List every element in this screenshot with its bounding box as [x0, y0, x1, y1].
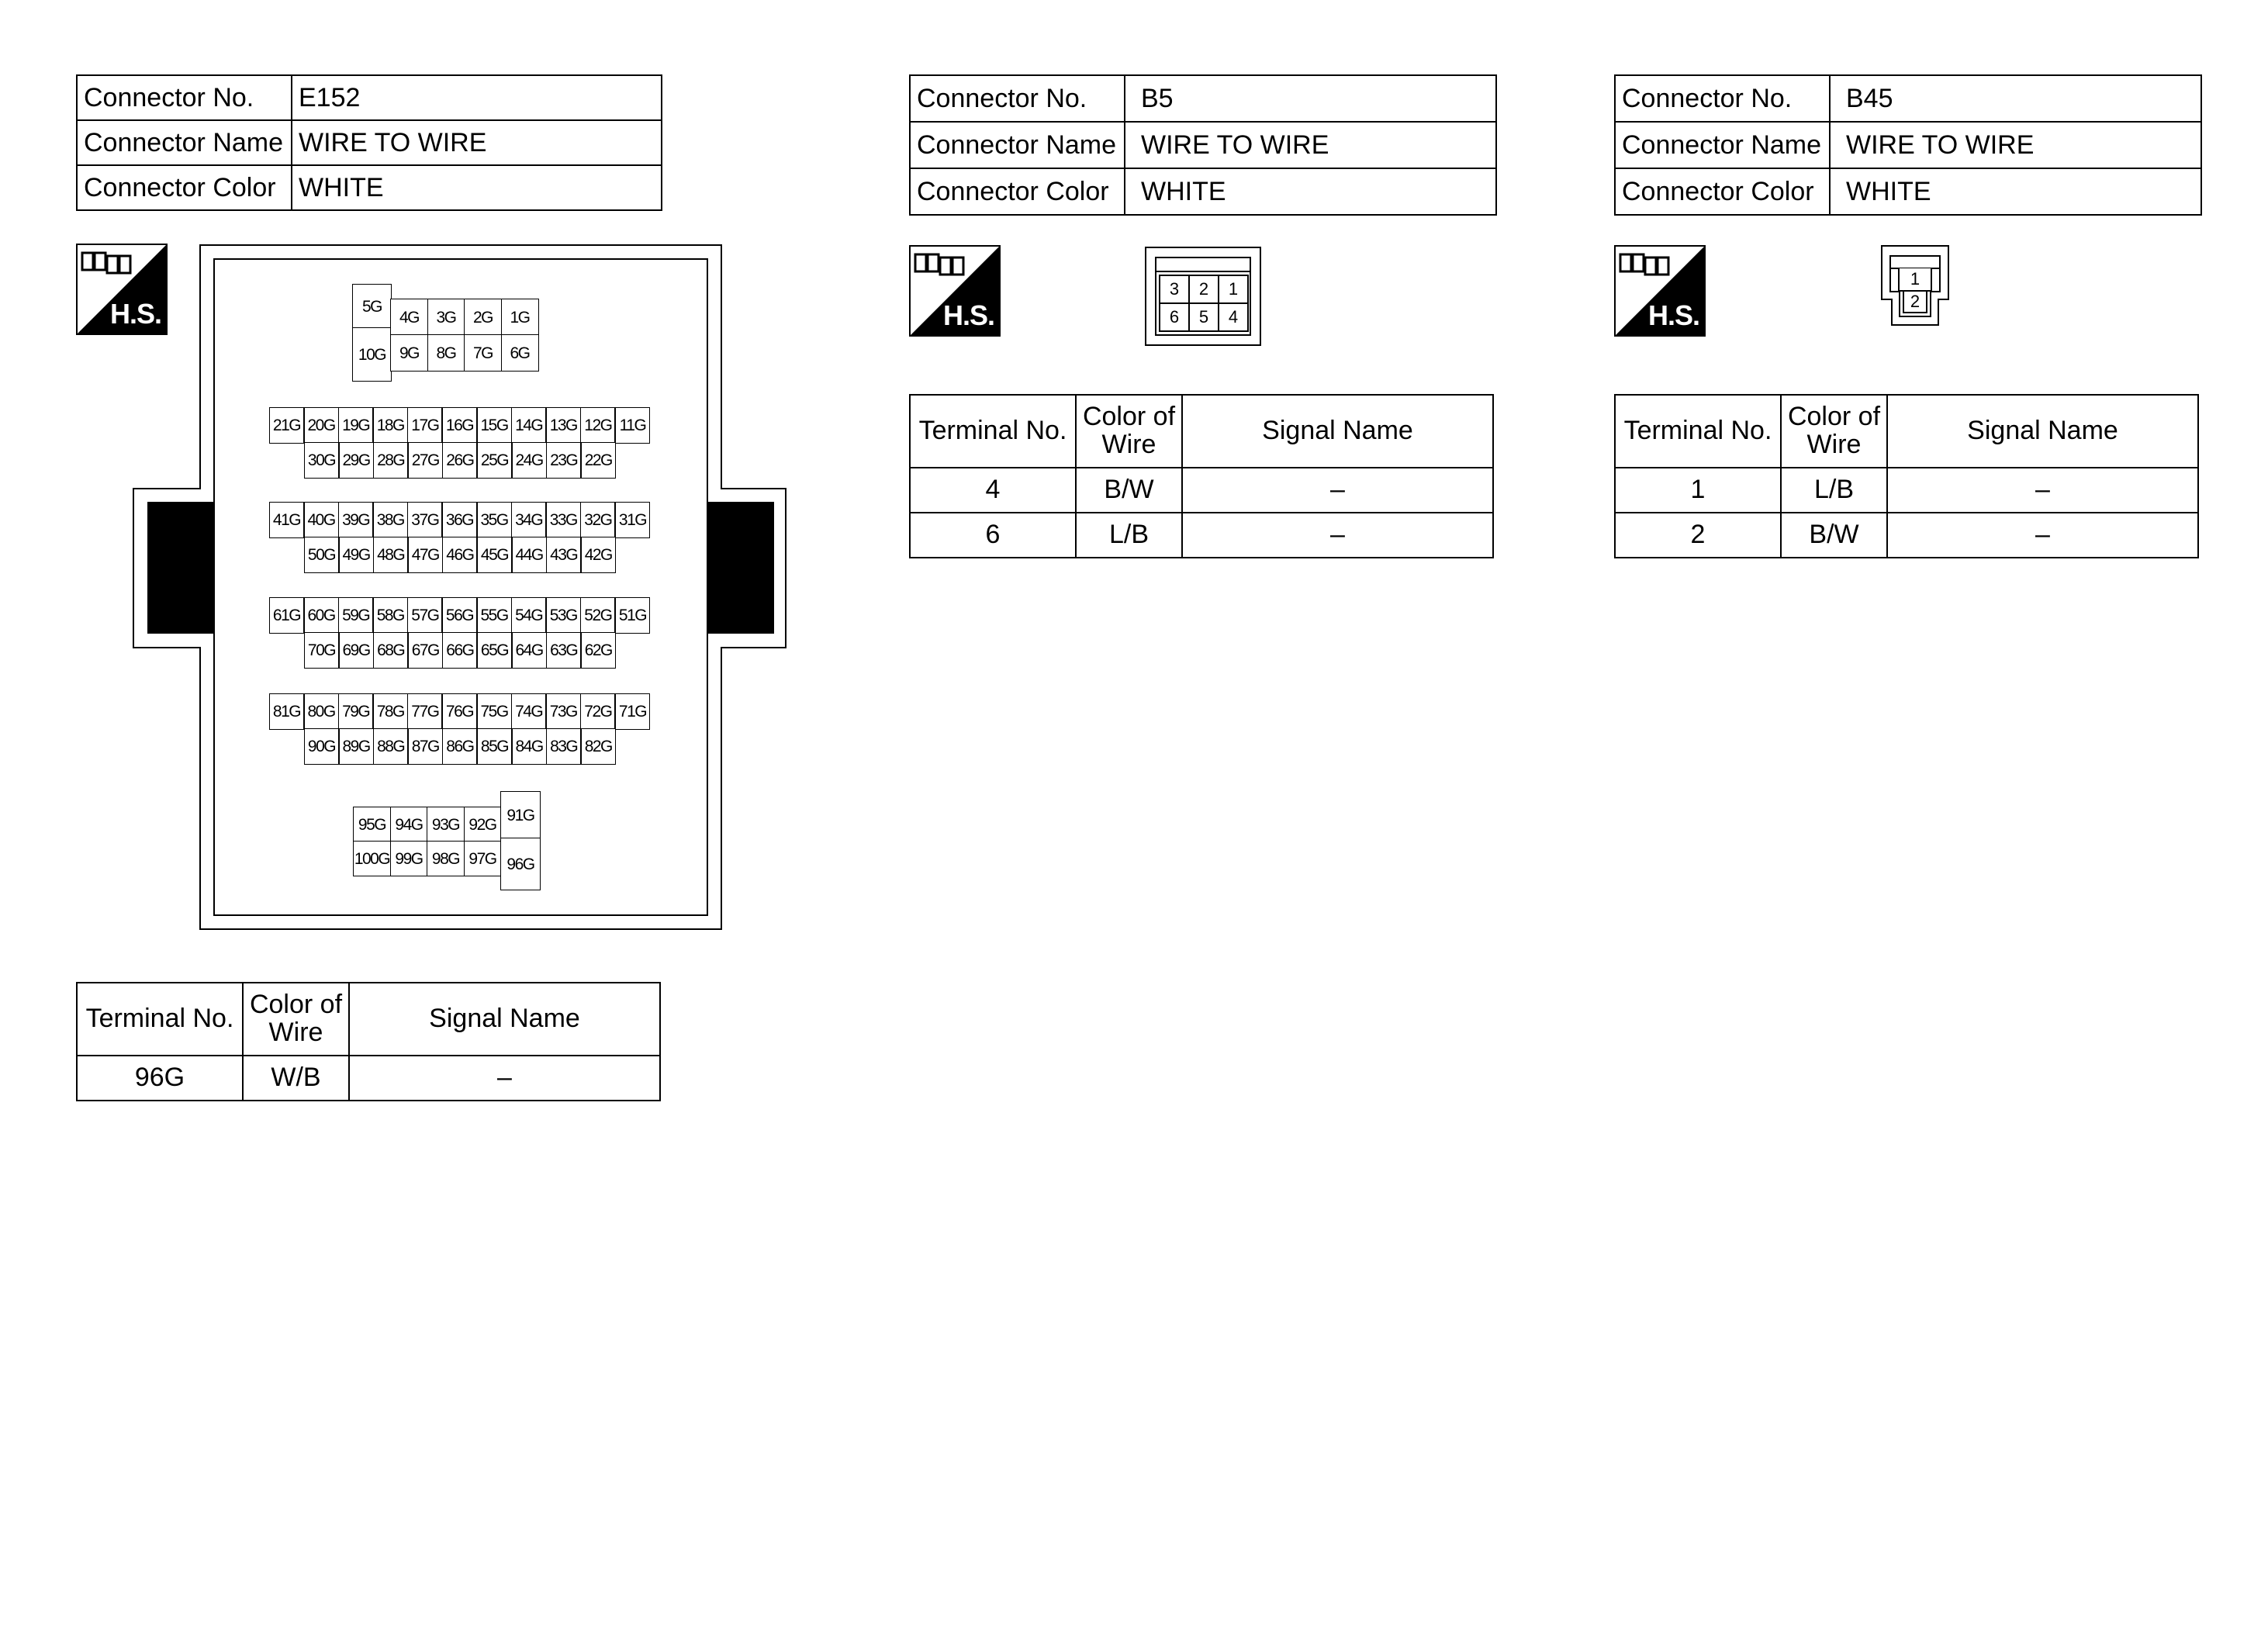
- connector-name-value: WIRE TO WIRE: [1125, 122, 1496, 168]
- connector-name-label: Connector Name: [910, 122, 1125, 168]
- terminal-22g: 22G: [581, 442, 616, 479]
- header-terminal-no: Terminal No.: [1615, 395, 1781, 468]
- terminal-90g: 90G: [304, 728, 339, 765]
- wire-color-cell: B/W: [1781, 513, 1887, 558]
- connector-color-value: WHITE: [1830, 168, 2201, 215]
- wire-color-cell: B/W: [1076, 468, 1182, 513]
- terminal-99g: 99G: [390, 841, 428, 876]
- connector-no-label: Connector No.: [77, 75, 292, 120]
- terminal-no-cell: 6: [910, 513, 1076, 558]
- terminal-6g: 6G: [501, 334, 539, 372]
- harness-side-icon: [1614, 245, 1706, 337]
- pin-1: 1: [1218, 275, 1249, 304]
- pin-4: 4: [1218, 302, 1249, 332]
- terminal-77g: 77G: [407, 693, 442, 730]
- terminal-35g: 35G: [477, 502, 512, 538]
- connector-color-value: WHITE: [292, 165, 662, 210]
- connector-name-row: [1615, 122, 2201, 168]
- terminal-53g: 53G: [546, 597, 581, 634]
- terminal-42g: 42G: [581, 537, 616, 573]
- terminal-81g: 81G: [269, 693, 304, 730]
- signal-name-cell: –: [1887, 468, 2198, 513]
- terminal-98g: 98G: [427, 841, 465, 876]
- terminal-51g: 51G: [615, 597, 650, 634]
- terminal-30g: 30G: [304, 442, 339, 479]
- terminal-87g: 87G: [408, 728, 443, 765]
- terminal-82g: 82G: [581, 728, 616, 765]
- terminal-39g: 39G: [338, 502, 373, 538]
- terminal-73g: 73G: [546, 693, 581, 730]
- terminal-34g: 34G: [511, 502, 546, 538]
- terminal-36g: 36G: [442, 502, 477, 538]
- terminal-60g: 60G: [304, 597, 339, 634]
- terminal-18g: 18G: [373, 407, 408, 444]
- terminal-14g: 14G: [511, 407, 546, 444]
- connector-name-value: WIRE TO WIRE: [1830, 122, 2201, 168]
- terminal-70g: 70G: [304, 632, 339, 669]
- terminal-88g: 88G: [373, 728, 408, 765]
- header-color-of-wire: Color of Wire: [243, 983, 349, 1056]
- pin-1: 1: [1898, 268, 1932, 292]
- terminal-32g: 32G: [580, 502, 615, 538]
- terminal-table-e152: [76, 982, 661, 1101]
- terminal-69g: 69G: [339, 632, 374, 669]
- terminal-16g: 16G: [442, 407, 477, 444]
- wire-color-cell: W/B: [243, 1056, 349, 1101]
- pin-6: 6: [1159, 302, 1190, 332]
- terminal-40g: 40G: [304, 502, 339, 538]
- pin-5: 5: [1188, 302, 1219, 332]
- terminal-5g: 5G: [352, 284, 392, 329]
- connector-color-label: Connector Color: [77, 165, 292, 210]
- header-color-of-wire: Color of Wire: [1781, 395, 1887, 468]
- terminal-57g: 57G: [407, 597, 442, 634]
- terminal-89g: 89G: [339, 728, 374, 765]
- table-row: [77, 1056, 660, 1101]
- terminal-92g: 92G: [464, 807, 502, 842]
- connector-color-row: [1615, 168, 2201, 215]
- harness-side-label: H.S.: [109, 298, 161, 330]
- terminal-24g: 24G: [512, 442, 547, 479]
- header-signal-name: Signal Name: [349, 983, 660, 1056]
- terminal-71g: 71G: [615, 693, 650, 730]
- terminal-31g: 31G: [615, 502, 650, 538]
- terminal-1g: 1G: [501, 299, 539, 336]
- terminal-17g: 17G: [407, 407, 442, 444]
- wire-color-cell: L/B: [1076, 513, 1182, 558]
- terminal-55g: 55G: [477, 597, 512, 634]
- terminal-63g: 63G: [546, 632, 581, 669]
- terminal-96g: 96G: [500, 838, 541, 890]
- terminal-15g: 15G: [477, 407, 512, 444]
- terminal-23g: 23G: [546, 442, 581, 479]
- table-row: [1615, 468, 2198, 513]
- connector-face-b5: [1145, 247, 1261, 346]
- pin-2: 2: [1903, 290, 1927, 313]
- terminal-54g: 54G: [511, 597, 546, 634]
- terminal-86g: 86G: [442, 728, 477, 765]
- terminal-72g: 72G: [580, 693, 615, 730]
- terminal-no-cell: 4: [910, 468, 1076, 513]
- terminal-9g: 9G: [390, 334, 428, 372]
- terminal-27g: 27G: [408, 442, 443, 479]
- terminal-26g: 26G: [442, 442, 477, 479]
- terminal-table-header: [910, 395, 1493, 468]
- terminal-56g: 56G: [442, 597, 477, 634]
- terminal-75g: 75G: [477, 693, 512, 730]
- terminal-table-b5: [909, 394, 1494, 558]
- harness-side-label: H.S.: [1647, 299, 1699, 331]
- terminal-no-cell: 2: [1615, 513, 1781, 558]
- terminal-78g: 78G: [373, 693, 408, 730]
- terminal-100g: 100G: [353, 841, 391, 876]
- connector-info-table-b45: [1614, 74, 2202, 216]
- pin-2: 2: [1188, 275, 1219, 304]
- terminal-46g: 46G: [442, 537, 477, 573]
- terminal-3g: 3G: [427, 299, 465, 336]
- harness-side-label: H.S.: [942, 299, 994, 331]
- connector-name-row: [910, 122, 1496, 168]
- terminal-79g: 79G: [338, 693, 373, 730]
- terminal-80g: 80G: [304, 693, 339, 730]
- terminal-50g: 50G: [304, 537, 339, 573]
- connector-no-label: Connector No.: [1615, 75, 1830, 122]
- terminal-37g: 37G: [407, 502, 442, 538]
- terminal-97g: 97G: [464, 841, 502, 876]
- terminal-83g: 83G: [546, 728, 581, 765]
- terminal-no-cell: 96G: [77, 1056, 243, 1101]
- terminal-table-b45: [1614, 394, 2199, 558]
- connector-no-value: B5: [1125, 75, 1496, 122]
- header-signal-name: Signal Name: [1182, 395, 1493, 468]
- terminal-table-header: [1615, 395, 2198, 468]
- table-row: [910, 468, 1493, 513]
- terminal-84g: 84G: [512, 728, 547, 765]
- wire-color-cell: L/B: [1781, 468, 1887, 513]
- terminal-table-header: [77, 983, 660, 1056]
- terminal-12g: 12G: [580, 407, 615, 444]
- terminal-67g: 67G: [408, 632, 443, 669]
- terminal-76g: 76G: [442, 693, 477, 730]
- terminal-95g: 95G: [353, 807, 391, 842]
- harness-side-icon: [909, 245, 1001, 337]
- terminal-20g: 20G: [304, 407, 339, 444]
- connector-color-label: Connector Color: [1615, 168, 1830, 215]
- terminal-65g: 65G: [477, 632, 512, 669]
- terminal-85g: 85G: [477, 728, 512, 765]
- terminal-38g: 38G: [373, 502, 408, 538]
- connector-name-label: Connector Name: [77, 120, 292, 165]
- terminal-49g: 49G: [339, 537, 374, 573]
- terminal-94g: 94G: [390, 807, 428, 842]
- terminal-33g: 33G: [546, 502, 581, 538]
- terminal-28g: 28G: [373, 442, 408, 479]
- signal-name-cell: –: [1887, 513, 2198, 558]
- terminal-93g: 93G: [427, 807, 465, 842]
- connector-no-label: Connector No.: [910, 75, 1125, 122]
- terminal-59g: 59G: [338, 597, 373, 634]
- terminal-29g: 29G: [339, 442, 374, 479]
- header-color-of-wire: Color of Wire: [1076, 395, 1182, 468]
- terminal-43g: 43G: [546, 537, 581, 573]
- terminal-41g: 41G: [269, 502, 304, 538]
- terminal-47g: 47G: [408, 537, 443, 573]
- terminal-4g: 4G: [390, 299, 428, 336]
- terminal-68g: 68G: [373, 632, 408, 669]
- terminal-10g: 10G: [352, 327, 392, 382]
- table-row: [1615, 513, 2198, 558]
- connector-color-label: Connector Color: [910, 168, 1125, 215]
- terminal-62g: 62G: [581, 632, 616, 669]
- terminal-25g: 25G: [477, 442, 512, 479]
- signal-name-cell: –: [349, 1056, 660, 1101]
- table-row: [910, 513, 1493, 558]
- connector-no-value: B45: [1830, 75, 2201, 122]
- terminal-44g: 44G: [512, 537, 547, 573]
- terminal-21g: 21G: [269, 407, 304, 444]
- terminal-66g: 66G: [442, 632, 477, 669]
- terminal-52g: 52G: [580, 597, 615, 634]
- connector-no-row: [910, 75, 1496, 122]
- terminal-48g: 48G: [373, 537, 408, 573]
- terminal-91g: 91G: [500, 791, 541, 839]
- terminal-2g: 2G: [464, 299, 502, 336]
- connector-no-row: [1615, 75, 2201, 122]
- header-signal-name: Signal Name: [1887, 395, 2198, 468]
- terminal-13g: 13G: [546, 407, 581, 444]
- connector-info-table-b5: [909, 74, 1497, 216]
- header-terminal-no: Terminal No.: [77, 983, 243, 1056]
- connector-face-b45: [1881, 245, 1949, 326]
- terminal-no-cell: 1: [1615, 468, 1781, 513]
- terminal-61g: 61G: [269, 597, 304, 634]
- terminal-11g: 11G: [615, 407, 650, 444]
- header-terminal-no: Terminal No.: [910, 395, 1076, 468]
- connector-name-value: WIRE TO WIRE: [292, 120, 662, 165]
- terminal-19g: 19G: [338, 407, 373, 444]
- terminal-45g: 45G: [477, 537, 512, 573]
- terminal-8g: 8G: [427, 334, 465, 372]
- connector-no-value: E152: [292, 75, 662, 120]
- terminal-58g: 58G: [373, 597, 408, 634]
- connector-color-row: [910, 168, 1496, 215]
- signal-name-cell: –: [1182, 468, 1493, 513]
- terminal-64g: 64G: [512, 632, 547, 669]
- terminal-7g: 7G: [464, 334, 502, 372]
- connector-color-value: WHITE: [1125, 168, 1496, 215]
- signal-name-cell: –: [1182, 513, 1493, 558]
- terminal-74g: 74G: [511, 693, 546, 730]
- pin-3: 3: [1159, 275, 1190, 304]
- connector-name-label: Connector Name: [1615, 122, 1830, 168]
